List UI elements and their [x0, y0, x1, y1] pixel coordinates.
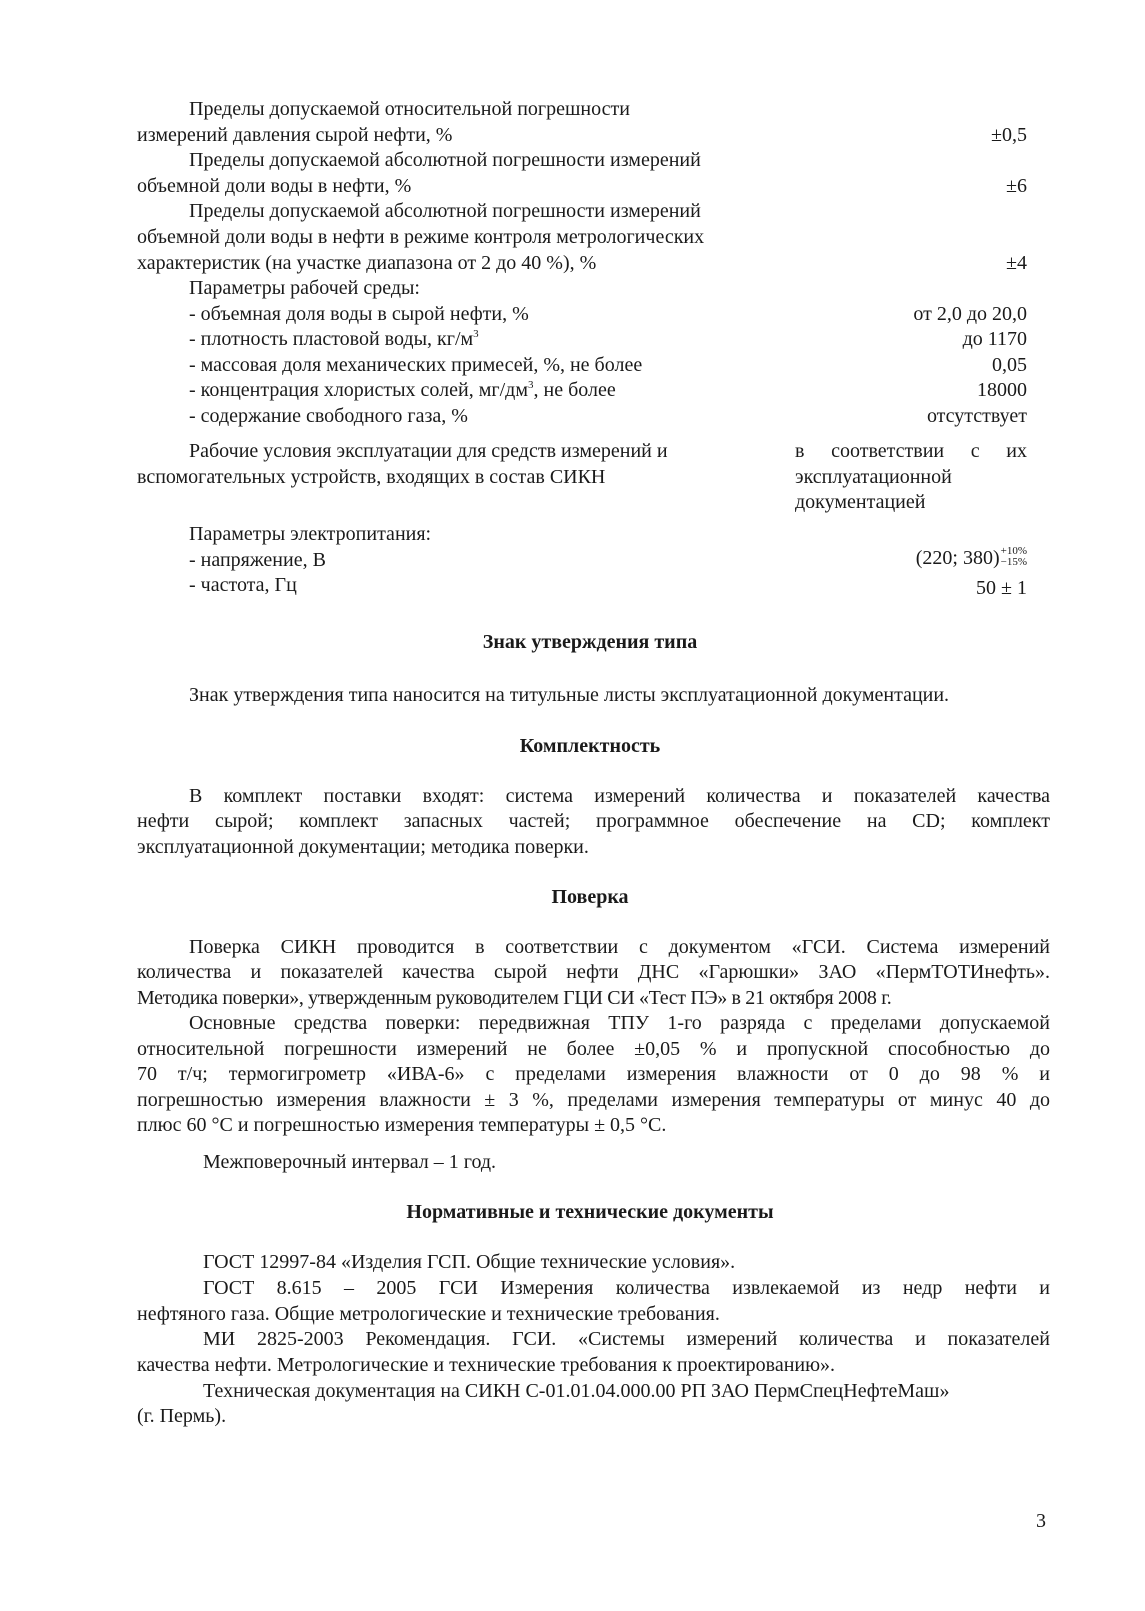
char-row-1-value: ±0,5 [991, 124, 1027, 146]
medium-item-chlorides [137, 378, 616, 404]
power-frequency-value: 50 ± 1 [976, 577, 1027, 599]
power-title: Параметры электропитания: [189, 523, 432, 545]
medium-item-water-density-label: - плотность пластовой воды, кг/м [189, 328, 474, 350]
medium-item-water-density [137, 327, 479, 353]
normative-doc3-line2: качества нефти. Метрологические и технические требования к проектированию». [137, 1354, 836, 1376]
char-row-2-value: ±6 [1006, 175, 1027, 197]
normative-doc1: ГОСТ 12997-84 «Изделия ГСП. Общие технические условия». [203, 1251, 736, 1273]
power-voltage-label: - напряжение, В [189, 549, 326, 571]
operating-conditions-value-line2: эксплуатационной [795, 466, 952, 488]
medium-item-free-gas: - содержание свободного газа, % [189, 405, 468, 427]
tolerance-plus: +10% [1000, 545, 1027, 558]
heading-completeness: Комплектность [519, 735, 661, 757]
operating-conditions-value-line3: документацией [795, 491, 926, 513]
char-row-2-line2: объемной доли воды в нефти, % [137, 175, 412, 197]
verification-p2-line3: 70 т/ч; термогигрометр «ИВА-6» с пределами измерения влажности от 0 до 98 % и [137, 1063, 1050, 1085]
power-voltage-tolerance [1001, 546, 1027, 568]
char-row-1-line1: Пределы допускаемой относительной погрешности [189, 98, 630, 120]
operating-conditions-line2: вспомогательных устройств, входящих в состав СИКН [137, 466, 606, 488]
char-row-3-value: ±4 [1006, 252, 1027, 274]
type-mark-text: Знак утверждения типа наносится на титульные листы эксплуатационной документации. [189, 684, 950, 706]
medium-item-water-density-value: до 1170 [962, 328, 1027, 350]
medium-item-water-fraction: - объемная доля воды в сырой нефти, % [189, 303, 529, 325]
verification-p2-line2: относительной погрешности измерений не более ±0,05 % и пропускной способностью до [137, 1038, 1050, 1060]
completeness-line3: эксплуатационной документации; методика поверки. [137, 836, 589, 858]
medium-item-impurities-value: 0,05 [992, 354, 1027, 376]
heading-normative: Нормативные и технические документы [406, 1201, 774, 1223]
medium-title: Параметры рабочей среды: [189, 277, 420, 299]
verification-p2-line5: плюс 60 °С и погрешностью измерения температуры ± 0,5 °С. [137, 1114, 667, 1136]
verification-interval: Межповерочный интервал – 1 год. [203, 1151, 497, 1173]
medium-item-impurities: - массовая доля механических примесей, %, не более [189, 354, 643, 376]
verification-p2-line1: Основные средства поверки: передвижная ТПУ 1-го разряда с пределами допускаемой [189, 1012, 1050, 1034]
verification-p2-line4: погрешностью измерения влажности ± 3 %, пределами измерения температуры от минус 40 до [137, 1089, 1050, 1111]
medium-item-chlorides-label: - концентрация хлористых солей, мг/дм [189, 379, 528, 401]
power-frequency-label: - частота, Гц [189, 574, 297, 596]
normative-doc2-line1: ГОСТ 8.615 – 2005 ГСИ Измерения количества извлекаемой из недр нефти и [203, 1277, 1050, 1299]
operating-conditions-value-line1: в соответствии с их [795, 440, 1027, 462]
tolerance-minus: −15% [1000, 556, 1027, 569]
completeness-line2: нефти сырой; комплект запасных частей; программное обеспечение на CD; комплект [137, 810, 1050, 832]
operating-conditions-line1: Рабочие условия эксплуатации для средств измерений и [189, 440, 668, 462]
char-row-1-line2: измерений давления сырой нефти, % [137, 124, 453, 146]
medium-item-free-gas-value: отсутствует [926, 405, 1027, 427]
normative-doc2-line2: нефтяного газа. Общие метрологические и технические требования. [137, 1303, 720, 1325]
char-row-3-line1: Пределы допускаемой абсолютной погрешности измерений [189, 200, 701, 222]
verification-p1-line3: Методика поверки», утвержденным руководителем ГЦИ СИ «Тест ПЭ» в 21 октября 2008 г. [137, 987, 892, 1009]
verification-p1-line2: количества и показателей качества сырой нефти ДНС «Гарюшки» ЗАО «ПермТОТИнефть». [137, 961, 1050, 983]
normative-doc4-line2: (г. Пермь). [137, 1405, 227, 1427]
normative-doc4-line1: Техническая документация на СИКН С-01.01.04.000.00 РП ЗАО ПермСпецНефтеМаш» [203, 1380, 950, 1402]
medium-item-chlorides-suffix: , не более [533, 379, 616, 401]
medium-item-chlorides-value: 18000 [977, 379, 1027, 401]
char-row-2-line1: Пределы допускаемой абсолютной погрешности измерений [189, 149, 701, 171]
char-row-3-line2: объемной доли воды в нефти в режиме контроля метрологических [137, 226, 705, 248]
superscript: 3 [527, 379, 534, 391]
completeness-line1: В комплект поставки входят: система измерений количества и показателей качества [189, 785, 1050, 807]
power-voltage-nominal: (220; 380) [915, 547, 1000, 569]
page-number: 3 [1036, 1510, 1046, 1532]
medium-item-water-fraction-value: от 2,0 до 20,0 [913, 303, 1027, 325]
char-row-3-line3: характеристик (на участке диапазона от 2 до 40 %), % [137, 252, 597, 274]
heading-verification: Поверка [551, 886, 629, 908]
superscript: 3 [473, 328, 479, 340]
heading-type-mark: Знак утверждения типа [482, 631, 698, 653]
power-voltage-value [916, 546, 1027, 572]
verification-p1-line1: Поверка СИКН проводится в соответствии с документом «ГСИ. Система измерений [189, 936, 1050, 958]
normative-doc3-line1: МИ 2825-2003 Рекомендация. ГСИ. «Системы измерений количества и показателей [203, 1328, 1050, 1350]
